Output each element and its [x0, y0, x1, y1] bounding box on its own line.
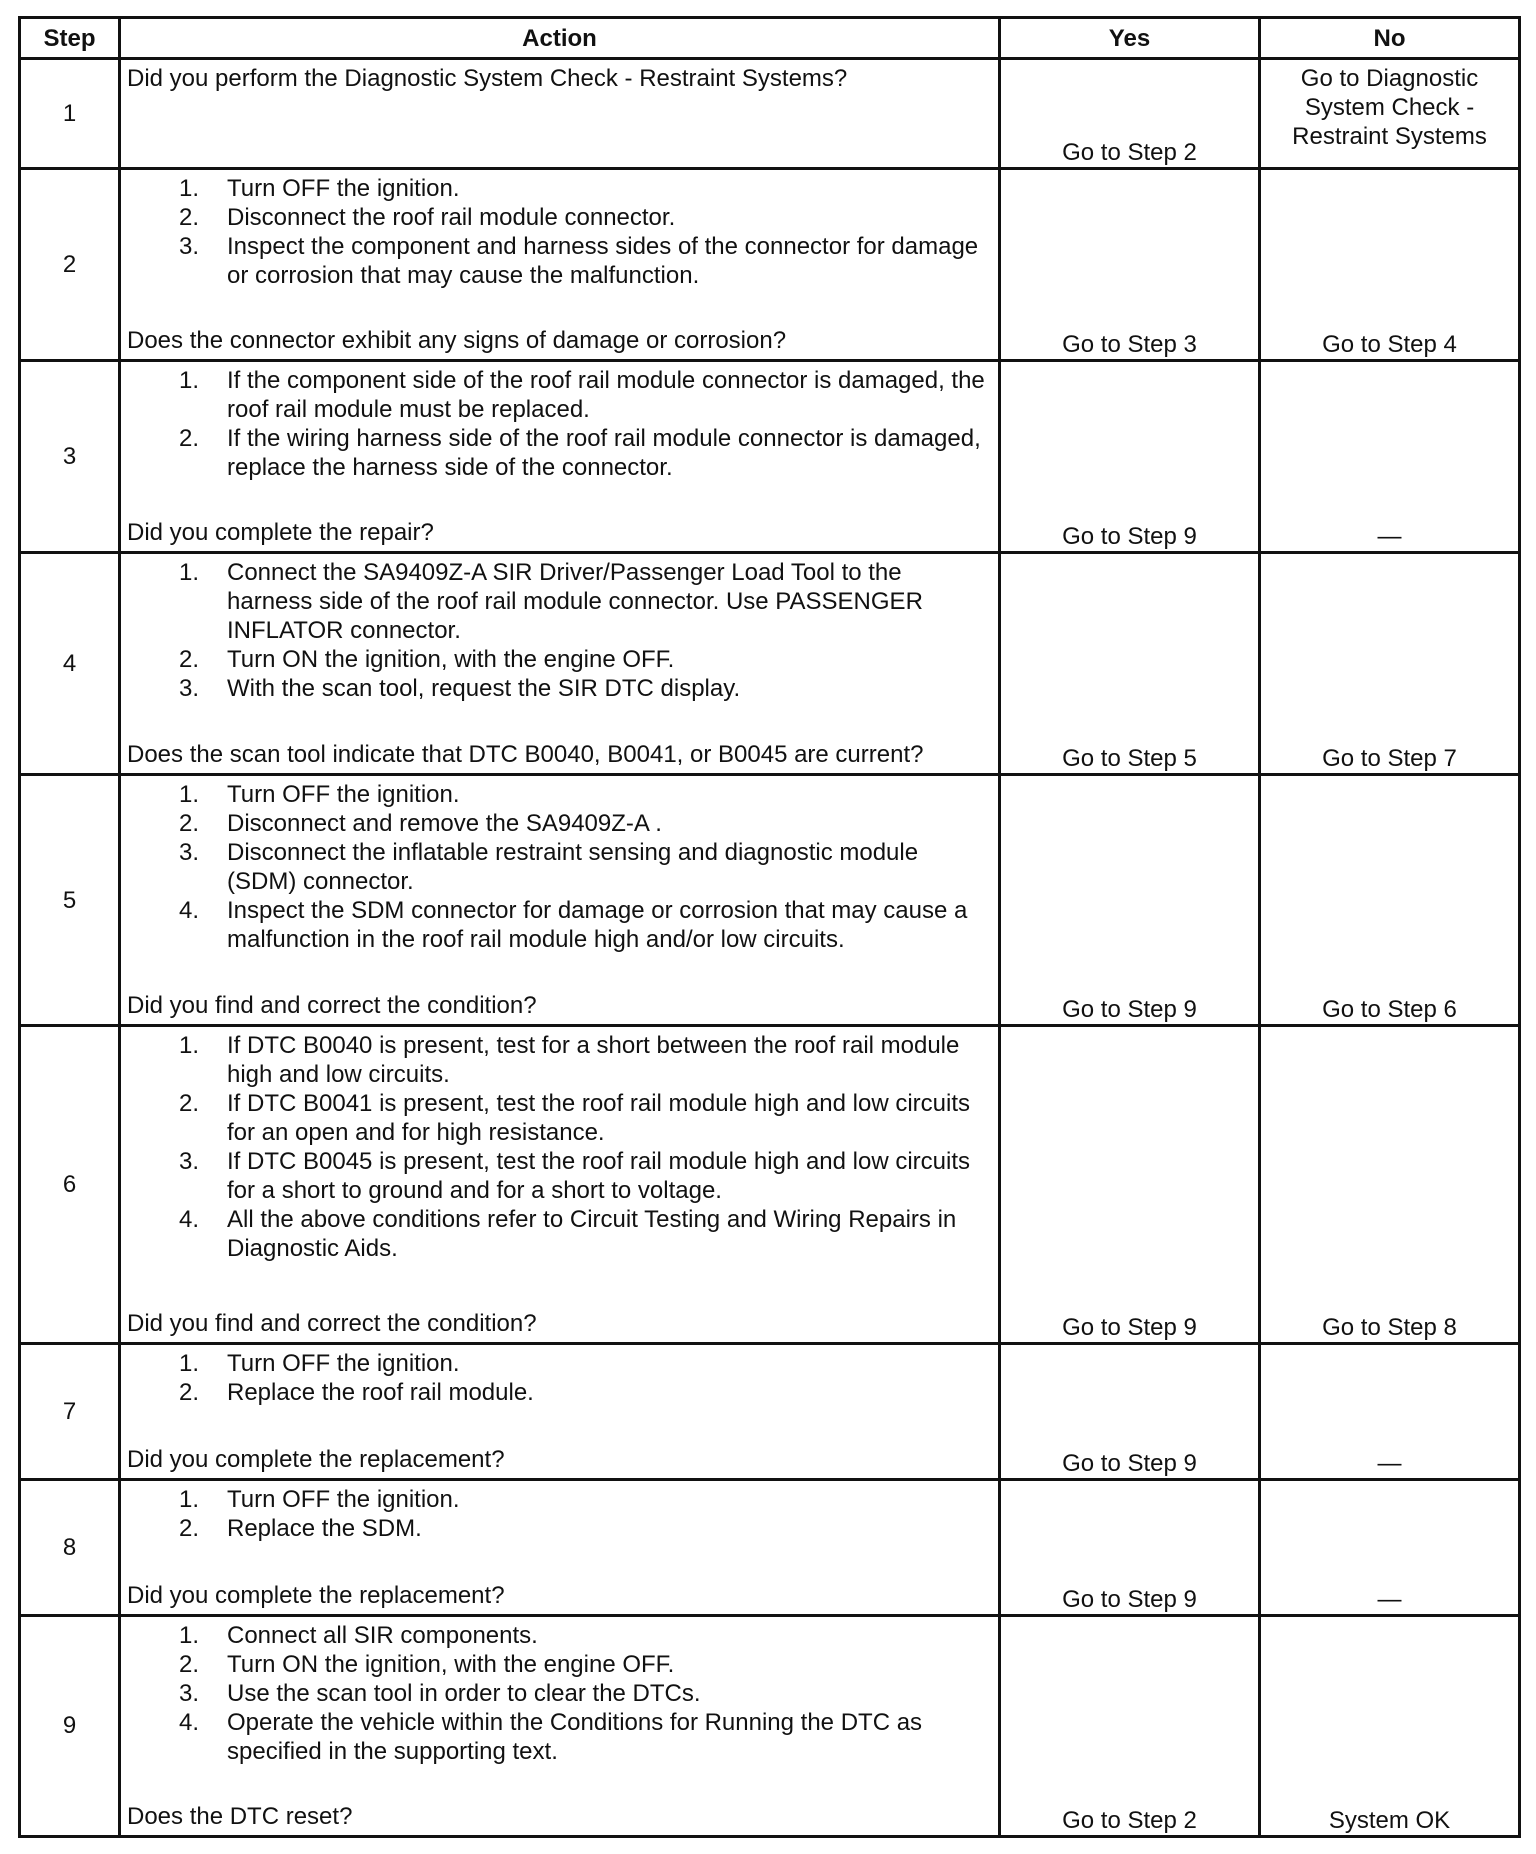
instruction-number: 2.: [178, 645, 199, 673]
step-number: 2: [20, 169, 120, 361]
instruction-text: All the above conditions refer to Circuit Testing and Wiring Repairs in Diagnostic Aids.: [227, 1205, 957, 1262]
no-outcome: —: [1260, 360, 1520, 552]
instruction-item: [127, 674, 992, 703]
action-cell: [120, 775, 1000, 1025]
instruction-item: [127, 232, 992, 290]
no-outcome: —: [1260, 1344, 1520, 1480]
action-cell: [120, 1344, 1000, 1480]
instruction-text: Turn OFF the ignition.: [227, 781, 460, 809]
question-text: Did you find and correct the condition?: [127, 1310, 537, 1338]
instruction-text: Use the scan tool in order to clear the DTCs.: [227, 1679, 701, 1707]
yes-outcome: Go to Step 2: [1000, 59, 1260, 169]
instruction-number: 2.: [178, 1514, 199, 1542]
instruction-text: Turn ON the ignition, with the engine OFF.: [227, 645, 675, 673]
instruction-list: [127, 1031, 992, 1263]
action-cell: [120, 1025, 1000, 1343]
instruction-text: If DTC B0041 is present, test the roof rail module high and low circuits for an open and for high resistance.: [227, 1089, 971, 1146]
instruction-number: 1.: [178, 366, 199, 394]
action-cell: [120, 169, 1000, 361]
no-outcome: Go to Diagnostic System Check - Restraint Systems: [1260, 59, 1520, 169]
action-cell: [120, 1479, 1000, 1615]
instruction-number: 2.: [178, 1089, 199, 1117]
instruction-text: Operate the vehicle within the Conditions for Running the DTC as specified in the supporting text.: [227, 1708, 923, 1765]
question-text: Did you complete the repair?: [127, 518, 434, 546]
action-cell: [120, 552, 1000, 774]
table-body: [20, 59, 1520, 1837]
instruction-text: Inspect the SDM connector for damage or corrosion that may cause a malfunction in the roof rail module high and/or low circuits.: [227, 897, 968, 954]
step-number: 5: [20, 775, 120, 1025]
action-cell: [120, 59, 1000, 169]
instruction-number: 2.: [178, 424, 199, 452]
instruction-number: 2.: [178, 204, 199, 232]
instruction-number: 1.: [178, 781, 199, 809]
instruction-item: [127, 366, 992, 424]
instruction-text: Disconnect the inflatable restraint sensing and diagnostic module (SDM) connector.: [227, 839, 919, 896]
header-no: No: [1260, 18, 1520, 59]
yes-outcome: Go to Step 5: [1000, 552, 1260, 774]
no-outcome: System OK: [1260, 1615, 1520, 1836]
instruction-list: [127, 558, 992, 703]
yes-outcome: Go to Step 9: [1000, 1479, 1260, 1615]
instruction-number: 1.: [178, 1350, 199, 1378]
step-number: 8: [20, 1479, 120, 1615]
instruction-text: With the scan tool, request the SIR DTC display.: [227, 674, 741, 702]
instruction-number: 4.: [178, 1708, 199, 1736]
instruction-number: 2.: [178, 1379, 199, 1407]
step-number: 9: [20, 1615, 120, 1836]
action-content: [121, 1481, 998, 1614]
instruction-text: Replace the roof rail module.: [227, 1379, 534, 1407]
instruction-text: Turn OFF the ignition.: [227, 1350, 460, 1378]
no-outcome: Go to Step 7: [1260, 552, 1520, 774]
action-content: [121, 1027, 998, 1342]
instruction-text: If DTC B0040 is present, test for a short between the roof rail module high and low circuits.: [227, 1031, 960, 1088]
instruction-text: Disconnect the roof rail module connector.: [227, 204, 676, 232]
instruction-text: Replace the SDM.: [227, 1514, 422, 1542]
step-number: 3: [20, 360, 120, 552]
header-step: Step: [20, 18, 120, 59]
table-row: [20, 1615, 1520, 1836]
instruction-item: [127, 838, 992, 896]
question-text: Did you complete the replacement?: [127, 1581, 505, 1609]
action-content: [121, 776, 998, 1023]
instruction-number: 1.: [178, 1031, 199, 1059]
instruction-number: 4.: [178, 1205, 199, 1233]
question-text: Did you find and correct the condition?: [127, 991, 537, 1019]
header-action: Action: [120, 18, 1000, 59]
header-yes: Yes: [1000, 18, 1260, 59]
instruction-item: [127, 780, 992, 809]
header-row: [20, 18, 1520, 59]
action-content: [121, 170, 998, 359]
instruction-text: Connect the SA9409Z-A SIR Driver/Passenger Load Tool to the harness side of the roof rail module connector. Use PASSENGER INFLATOR connector.: [227, 558, 923, 644]
step-number: 7: [20, 1344, 120, 1480]
instruction-text: Disconnect and remove the SA9409Z-A .: [227, 810, 662, 838]
action-cell: [120, 360, 1000, 552]
instruction-item: [127, 896, 992, 954]
instruction-number: 1.: [178, 1485, 199, 1513]
action-cell: [120, 1615, 1000, 1836]
question-text: Did you perform the Diagnostic System Check - Restraint Systems?: [127, 65, 848, 92]
action-content: [121, 554, 998, 773]
instruction-item: [127, 174, 992, 203]
table-row: [20, 1025, 1520, 1343]
instruction-item: [127, 558, 992, 645]
instruction-item: [127, 1147, 992, 1205]
instruction-list: [127, 1621, 992, 1766]
yes-outcome: Go to Step 9: [1000, 1344, 1260, 1480]
instruction-item: [127, 1031, 992, 1089]
instruction-text: Connect all SIR components.: [227, 1621, 538, 1649]
instruction-number: 3.: [178, 233, 199, 261]
table-row: [20, 552, 1520, 774]
instruction-item: [127, 1089, 992, 1147]
table-row: [20, 1344, 1520, 1480]
step-number: 1: [20, 59, 120, 169]
instruction-number: 1.: [178, 558, 199, 586]
instruction-number: 3.: [178, 839, 199, 867]
instruction-item: [127, 1679, 992, 1708]
instruction-text: If DTC B0045 is present, test the roof rail module high and low circuits for a short to ground and for a short to voltage.: [227, 1147, 971, 1204]
instruction-number: 4.: [178, 897, 199, 925]
instruction-item: [127, 1708, 992, 1766]
instruction-item: [127, 1514, 992, 1543]
instruction-list: [127, 780, 992, 954]
instruction-list: [127, 1349, 992, 1407]
instruction-number: 3.: [178, 674, 199, 702]
table-row: [20, 1479, 1520, 1615]
no-outcome: Go to Step 8: [1260, 1025, 1520, 1343]
instruction-item: [127, 1349, 992, 1378]
instruction-number: 2.: [178, 1650, 199, 1678]
step-number: 6: [20, 1025, 120, 1343]
instruction-text: Inspect the component and harness sides of the connector for damage or corrosion that may cause the malfunction.: [227, 233, 979, 290]
action-content: [121, 60, 998, 167]
instruction-item: [127, 1485, 992, 1514]
instruction-item: [127, 1378, 992, 1407]
instruction-item: [127, 809, 992, 838]
table-row: [20, 775, 1520, 1025]
diagnostic-table: [18, 16, 1521, 1838]
action-content: [121, 1345, 998, 1478]
yes-outcome: Go to Step 9: [1000, 775, 1260, 1025]
instruction-text: If the wiring harness side of the roof rail module connector is damaged, replace the harness side of the connector.: [227, 424, 981, 481]
table-row: [20, 59, 1520, 169]
instruction-item: [127, 1621, 992, 1650]
question-text: Does the scan tool indicate that DTC B0040, B0041, or B0045 are current?: [127, 741, 924, 769]
question-text: Does the connector exhibit any signs of damage or corrosion?: [127, 326, 787, 354]
instruction-text: Turn OFF the ignition.: [227, 1485, 460, 1513]
instruction-item: [127, 424, 992, 482]
yes-outcome: Go to Step 9: [1000, 360, 1260, 552]
yes-outcome: Go to Step 9: [1000, 1025, 1260, 1343]
no-outcome: Go to Step 4: [1260, 169, 1520, 361]
action-content: [121, 1617, 998, 1835]
table-row: [20, 360, 1520, 552]
instruction-item: [127, 1205, 992, 1263]
instruction-list: [127, 174, 992, 290]
instruction-number: 1.: [178, 175, 199, 203]
action-content: [121, 362, 998, 551]
instruction-number: 3.: [178, 1147, 199, 1175]
step-number: 4: [20, 552, 120, 774]
instruction-number: 3.: [178, 1679, 199, 1707]
instruction-list: [127, 366, 992, 482]
instruction-text: Turn ON the ignition, with the engine OFF.: [227, 1650, 675, 1678]
instruction-item: [127, 645, 992, 674]
instruction-text: If the component side of the roof rail module connector is damaged, the roof rail module must be replaced.: [227, 366, 985, 423]
instruction-text: Turn OFF the ignition.: [227, 175, 460, 203]
question-text: Does the DTC reset?: [127, 1803, 353, 1830]
yes-outcome: Go to Step 3: [1000, 169, 1260, 361]
table-row: [20, 169, 1520, 361]
instruction-item: [127, 1650, 992, 1679]
question-text: Did you complete the replacement?: [127, 1445, 505, 1473]
yes-outcome: Go to Step 2: [1000, 1615, 1260, 1836]
no-outcome: Go to Step 6: [1260, 775, 1520, 1025]
instruction-list: [127, 1485, 992, 1543]
instruction-number: 1.: [178, 1621, 199, 1649]
instruction-number: 2.: [178, 810, 199, 838]
no-outcome: —: [1260, 1479, 1520, 1615]
instruction-item: [127, 203, 992, 232]
